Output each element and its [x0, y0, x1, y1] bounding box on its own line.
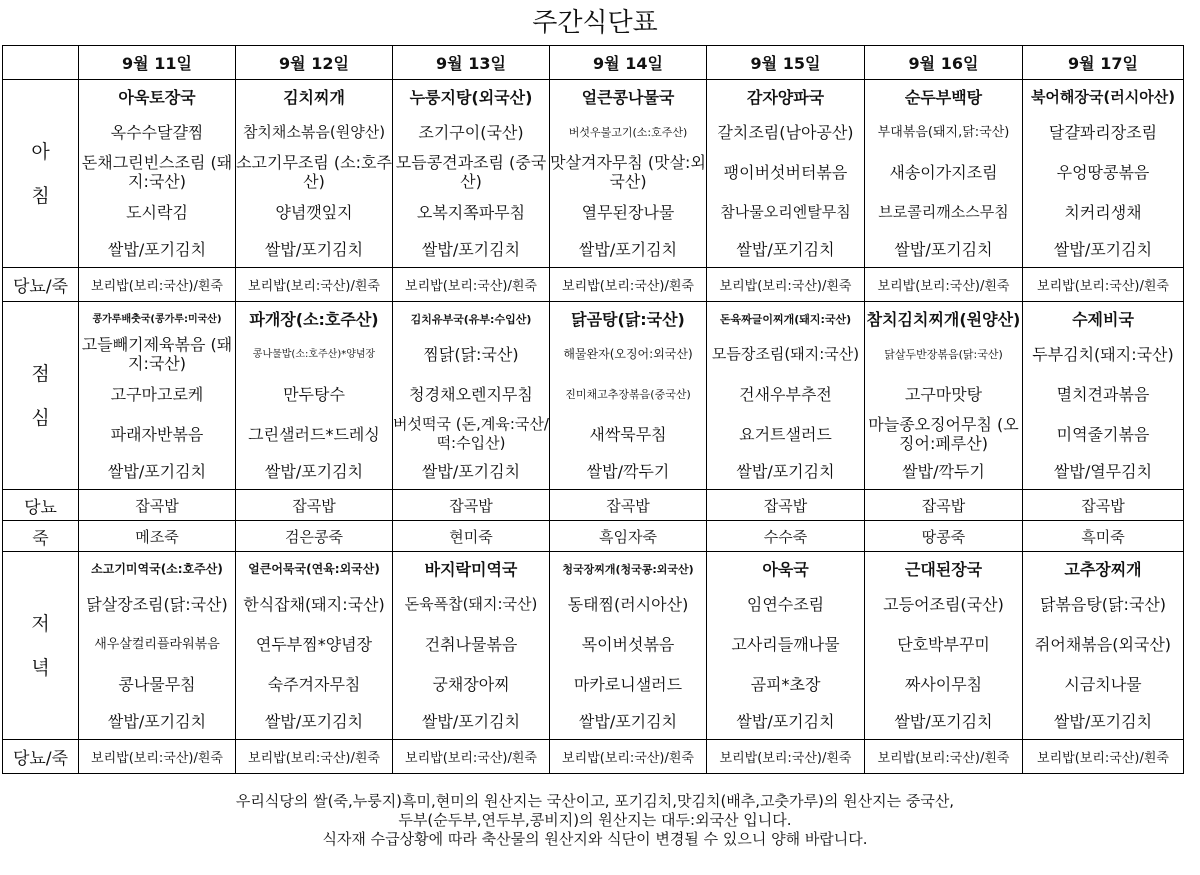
main-soup: 누룽지탕(외국산) [409, 87, 533, 107]
side-dish: 임연수조림 [746, 594, 825, 614]
date-header: 9월 16일 [865, 46, 1023, 80]
rice-kimchi: 쌀밥/포기김치 [107, 240, 207, 259]
rice-kimchi: 쌀밥/포기김치 [736, 712, 835, 731]
date-header: 9월 14일 [550, 46, 707, 80]
breakfast-menu-cell [79, 80, 236, 268]
side-dish: 궁채장아찌 [432, 674, 510, 694]
main-soup: 콩가루배춧국(콩가루:미국산) [92, 313, 222, 325]
note-line: 식자재 수급상황에 따라 축산물의 원산지와 식단이 변경될 수 있으니 양해 바랍니다. [322, 830, 868, 848]
side-dish: 옥수수달걀찜 [110, 122, 204, 142]
date-header: 9월 17일 [1023, 46, 1184, 80]
side-dish: 진미채고추장볶음(중국산) [565, 387, 691, 401]
main-soup: 수제비국 [1072, 309, 1134, 329]
rice-kimchi: 쌀밥/포기김치 [1053, 712, 1153, 731]
side-dish: 건새우부추전 [739, 384, 832, 404]
side-dish: 그린샐러드*드레싱 [248, 424, 380, 444]
breakfast-diabetes-row-cell: 보리밥(보리:국산)/흰죽 [1023, 268, 1184, 302]
main-soup: 소고기미역국(소:호주산) [91, 561, 223, 576]
note-line: 우리식당의 쌀(죽,누룽지)흑미,현미의 원산지는 국산이고, 포기김치,맛김치(배추,고춧가루)의 원산지는 중국산, [235, 792, 955, 810]
side-dish: 고사리들깨나물 [731, 634, 840, 654]
side-dish: 동태찜(러시아산) [567, 594, 689, 614]
side-dish: 치커리생채 [1064, 202, 1142, 222]
main-soup: 돈육짜글이찌개(돼지:국산) [719, 312, 852, 326]
main-soup: 북어해장국(러시아산) [1030, 87, 1176, 106]
dinner-menu-cell [707, 552, 865, 740]
side-dish: 모듬장조림(돼지:국산) [711, 344, 860, 363]
meal-label-char: 점 [31, 362, 50, 385]
lunch-diabetes-row-cell: 잡곡밥 [236, 490, 393, 521]
rice-kimchi: 쌀밥/포기김치 [894, 712, 993, 731]
side-dish: 도시락김 [126, 202, 188, 222]
note-line: 두부(순두부,연두부,콩비지)의 원산지는 대두:외국산 입니다. [398, 811, 792, 829]
dinner-diabetes-row [3, 740, 1184, 774]
weekly-menu-table [2, 45, 1184, 774]
side-dish: 한식잡채(돼지:국산) [243, 594, 385, 614]
breakfast-diabetes-row-cell: 보리밥(보리:국산)/흰죽 [393, 268, 550, 302]
lunch-menu-cell [1023, 302, 1184, 490]
dinner-menu-cell [550, 552, 707, 740]
rice-kimchi: 쌀밥/포기김치 [107, 462, 207, 481]
origin-notes [0, 792, 1190, 849]
side-dish: 마늘종오징어무침 (오징어:페루산) [868, 415, 1019, 453]
main-soup: 바지락미역국 [424, 559, 518, 579]
side-dish: 버섯떡국 (돈,계육:국산/떡:수입산) [393, 415, 549, 452]
rice-kimchi: 쌀밥/포기김치 [578, 240, 678, 259]
dinner-label [3, 552, 79, 740]
side-dish: 청경채오렌지무침 [409, 384, 533, 404]
lunch-diabetes-row-cell: 잡곡밥 [707, 490, 865, 521]
rice-kimchi: 쌀밥/포기김치 [107, 712, 207, 731]
rice-kimchi: 쌀밥/포기김치 [264, 712, 364, 731]
rice-kimchi: 쌀밥/포기김치 [1053, 240, 1153, 259]
dinner-diabetes-row-cell: 보리밥(보리:국산)/흰죽 [865, 740, 1023, 774]
corner-cell [3, 46, 79, 80]
date-header: 9월 15일 [707, 46, 865, 80]
lunch-diabetes-row-cell: 잡곡밥 [79, 490, 236, 521]
breakfast-menu-cell [707, 80, 865, 268]
breakfast-diabetes-row-label: 당뇨/죽 [3, 268, 79, 302]
date-header: 9월 12일 [236, 46, 393, 80]
lunch-menu-cell [550, 302, 707, 490]
lunch-porridge-row-cell: 메조죽 [79, 521, 236, 552]
breakfast-diabetes-row [3, 268, 1184, 302]
lunch-porridge-row-cell: 땅콩죽 [865, 521, 1023, 552]
side-dish: 해물완자(오징어:외국산) [563, 346, 693, 361]
main-soup: 청국장찌개(청국콩:외국산) [562, 562, 694, 576]
lunch-porridge-row-cell: 현미죽 [393, 521, 550, 552]
breakfast-diabetes-row-cell: 보리밥(보리:국산)/흰죽 [707, 268, 865, 302]
side-dish: 참치채소볶음(원양산) [242, 122, 386, 141]
lunch-diabetes-row-cell: 잡곡밥 [1023, 490, 1184, 521]
dinner-diabetes-row-cell: 보리밥(보리:국산)/흰죽 [79, 740, 236, 774]
breakfast-row [3, 80, 1184, 268]
main-soup: 김치찌개 [283, 87, 345, 107]
side-dish: 곰피*초장 [750, 674, 821, 694]
side-dish: 새우살컬리플라워볶음 [94, 636, 220, 652]
side-dish: 모듬콩견과조림 (중국산) [395, 153, 547, 191]
dinner-menu-cell [1023, 552, 1184, 740]
side-dish: 새싹묵무침 [589, 424, 667, 444]
dinner-menu-cell [865, 552, 1023, 740]
rice-kimchi: 쌀밥/포기김치 [264, 462, 364, 481]
dinner-row [3, 552, 1184, 740]
lunch-porridge-row-cell: 흑임자죽 [550, 521, 707, 552]
lunch-menu-cell [79, 302, 236, 490]
side-dish: 연두부찜*양념장 [255, 634, 373, 654]
lunch-diabetes-row-label: 당뇨 [3, 490, 79, 521]
rice-kimchi: 쌀밥/포기김치 [421, 712, 521, 731]
rice-kimchi: 쌀밥/포기김치 [736, 462, 835, 481]
main-soup: 아욱국 [762, 559, 809, 579]
lunch-diabetes-row-cell: 잡곡밥 [393, 490, 550, 521]
breakfast-menu-cell [1023, 80, 1184, 268]
dinner-diabetes-row-cell: 보리밥(보리:국산)/흰죽 [393, 740, 550, 774]
lunch-label [3, 302, 79, 490]
main-soup: 얼큰어묵국(연육:외국산) [248, 561, 380, 576]
breakfast-menu-cell [865, 80, 1023, 268]
main-soup: 근대된장국 [904, 559, 983, 579]
side-dish: 갈치조림(남아공산) [717, 122, 854, 142]
side-dish: 찜닭(닭:국산) [423, 344, 519, 364]
side-dish: 돈채그린빈스조림 (돼지:국산) [81, 153, 233, 191]
dinner-menu-cell [79, 552, 236, 740]
side-dish: 두부김치(돼지:국산) [1032, 344, 1174, 364]
lunch-diabetes-row-cell: 잡곡밥 [550, 490, 707, 521]
meal-label-char: 저 [31, 612, 50, 635]
rice-kimchi: 쌀밥/포기김치 [421, 240, 521, 259]
lunch-menu-cell [865, 302, 1023, 490]
rice-kimchi: 쌀밥/포기김치 [894, 240, 993, 259]
side-dish: 마카로니샐러드 [573, 674, 683, 694]
lunch-diabetes-row [3, 490, 1184, 521]
side-dish: 오복지쪽파무침 [416, 202, 526, 222]
rice-kimchi: 쌀밥/포기김치 [264, 240, 364, 259]
rice-kimchi: 쌀밥/포기김치 [736, 240, 835, 259]
side-dish: 새송이가지조림 [889, 162, 998, 182]
lunch-porridge-row-cell: 검은콩죽 [236, 521, 393, 552]
side-dish: 요거트샐러드 [739, 424, 832, 444]
lunch-row [3, 302, 1184, 490]
side-dish: 건취나물볶음 [424, 634, 518, 654]
side-dish: 숙주겨자무침 [267, 674, 361, 694]
meal-label-char: 아 [31, 140, 50, 163]
lunch-diabetes-row-cell: 잡곡밥 [865, 490, 1023, 521]
lunch-menu-cell [707, 302, 865, 490]
meal-label-char: 녁 [31, 656, 50, 679]
rice-kimchi: 쌀밥/포기김치 [421, 462, 521, 481]
side-dish: 브로콜리깨소스무침 [878, 202, 1009, 221]
date-header: 9월 11일 [79, 46, 236, 80]
page-title: 주간식단표 [532, 8, 658, 38]
side-dish: 우엉땅콩볶음 [1056, 162, 1150, 182]
main-soup: 김치유부국(유부:수입산) [410, 312, 532, 326]
lunch-porridge-row-label: 죽 [3, 521, 79, 552]
side-dish: 달걀꽈리장조림 [1048, 122, 1158, 142]
side-dish: 콩나물밥(소:호주산)*양념장 [252, 348, 376, 360]
breakfast-diabetes-row-cell: 보리밥(보리:국산)/흰죽 [236, 268, 393, 302]
dinner-diabetes-row-cell: 보리밥(보리:국산)/흰죽 [550, 740, 707, 774]
breakfast-diabetes-row-cell: 보리밥(보리:국산)/흰죽 [865, 268, 1023, 302]
side-dish: 닭살두반장볶음(닭:국산) [884, 347, 1003, 361]
lunch-porridge-row-cell: 수수죽 [707, 521, 865, 552]
main-soup: 닭곰탕(닭:국산) [571, 309, 685, 329]
side-dish: 조기구이(국산) [418, 122, 524, 142]
side-dish: 양념깻잎지 [275, 202, 353, 222]
side-dish: 열무된장나물 [581, 202, 675, 222]
side-dish: 고구마고로케 [110, 384, 204, 404]
side-dish: 버섯우불고기(소:호주산) [568, 125, 688, 139]
side-dish: 만두탕수 [283, 384, 345, 404]
lunch-menu-cell [236, 302, 393, 490]
side-dish: 부대볶음(돼지,닭:국산) [877, 124, 1010, 140]
dinner-menu-cell [393, 552, 550, 740]
side-dish: 소고기무조림 (소:호주산) [236, 153, 392, 191]
side-dish: 고들빼기제육볶음 (돼지:국산) [81, 335, 233, 373]
lunch-menu-cell [393, 302, 550, 490]
main-soup: 파개장(소:호주산) [249, 309, 379, 329]
side-dish: 쥐어채볶음(외국산) [1034, 634, 1172, 654]
main-soup: 얼큰콩나물국 [581, 87, 675, 107]
side-dish: 콩나물무침 [118, 674, 196, 694]
main-soup: 참치김치찌개(원양산) [866, 309, 1021, 329]
side-dish: 목이버섯볶음 [581, 634, 675, 654]
breakfast-label [3, 80, 79, 268]
meal-label-char: 심 [31, 406, 50, 429]
date-header-row [3, 46, 1184, 80]
side-dish: 닭볶음탕(닭:국산) [1039, 594, 1167, 614]
side-dish: 돈육폭찹(돼지:국산) [404, 594, 538, 613]
breakfast-diabetes-row-cell: 보리밥(보리:국산)/흰죽 [79, 268, 236, 302]
breakfast-menu-cell [550, 80, 707, 268]
side-dish: 팽이버섯버터볶음 [723, 162, 848, 182]
meal-label-char: 침 [31, 184, 50, 207]
dinner-diabetes-row-cell: 보리밥(보리:국산)/흰죽 [707, 740, 865, 774]
lunch-porridge-row-cell: 흑미죽 [1023, 521, 1184, 552]
rice-kimchi: 쌀밥/깍두기 [902, 462, 985, 481]
dinner-diabetes-row-cell: 보리밥(보리:국산)/흰죽 [236, 740, 393, 774]
side-dish: 파래자반볶음 [110, 424, 204, 444]
breakfast-menu-cell [393, 80, 550, 268]
date-header: 9월 13일 [393, 46, 550, 80]
side-dish: 단호박부꾸미 [897, 634, 990, 654]
side-dish: 고등어조림(국산) [883, 594, 1004, 614]
dinner-diabetes-row-cell: 보리밥(보리:국산)/흰죽 [1023, 740, 1184, 774]
side-dish: 참나물오리엔탈무침 [720, 202, 851, 221]
side-dish: 미역줄기볶음 [1056, 424, 1150, 444]
side-dish: 고구마맛탕 [904, 384, 983, 404]
main-soup: 감자양파국 [746, 87, 825, 107]
side-dish: 시금치나물 [1064, 674, 1142, 694]
rice-kimchi: 쌀밥/포기김치 [578, 712, 678, 731]
lunch-porridge-row [3, 521, 1184, 552]
main-soup: 아욱토장국 [118, 87, 196, 107]
breakfast-menu-cell [236, 80, 393, 268]
rice-kimchi: 쌀밥/열무김치 [1053, 462, 1153, 481]
breakfast-diabetes-row-cell: 보리밥(보리:국산)/흰죽 [550, 268, 707, 302]
side-dish: 닭살장조림(닭:국산) [86, 594, 228, 614]
rice-kimchi: 쌀밥/깍두기 [586, 462, 670, 481]
side-dish: 맛살겨자무침 (맛살:외국산) [550, 153, 706, 191]
side-dish: 멸치견과볶음 [1056, 384, 1150, 404]
dinner-diabetes-row-label: 당뇨/죽 [3, 740, 79, 774]
main-soup: 고추장찌개 [1064, 559, 1142, 579]
side-dish: 짜사이무침 [904, 674, 983, 694]
dinner-menu-cell [236, 552, 393, 740]
main-soup: 순두부백탕 [904, 87, 983, 107]
